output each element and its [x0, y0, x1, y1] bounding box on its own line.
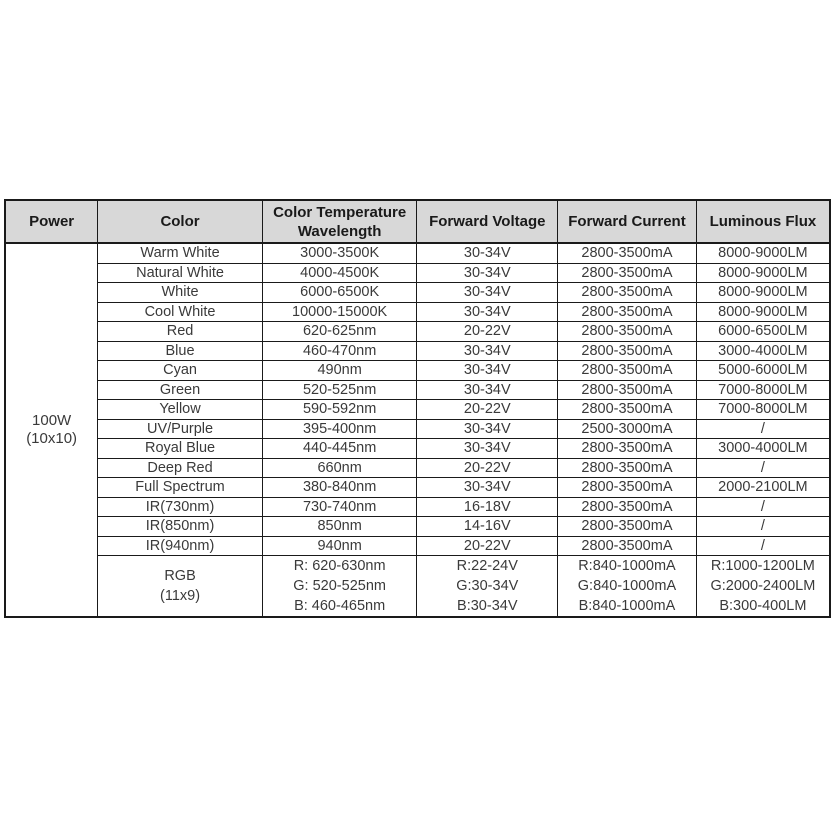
cell-line: 30-34V	[463, 440, 511, 456]
table-row	[5, 419, 830, 439]
wavelength-cell	[262, 243, 417, 263]
current-cell	[558, 400, 697, 420]
wavelength-cell	[262, 497, 417, 517]
wavelength-cell	[262, 400, 417, 420]
flux-cell	[696, 517, 830, 537]
cell-line: IR(940nm)	[145, 537, 215, 554]
flux-cell	[696, 497, 830, 517]
cell-line: 660nm	[317, 459, 362, 476]
color-cell	[98, 341, 263, 361]
voltage-cell	[417, 517, 558, 537]
table-row	[5, 341, 830, 361]
wavelength-cell	[262, 536, 417, 556]
cell-line: 2500-3000mA	[581, 420, 673, 437]
flux-cell	[696, 536, 830, 556]
flux-cell	[696, 322, 830, 342]
cell-line: 5000-6000LM	[718, 362, 808, 378]
header-cell-voltage	[417, 200, 558, 243]
cell-line: R: 620-630nm	[293, 558, 386, 574]
cell-line: Full Spectrum	[135, 479, 225, 495]
cell-line: 20-22V	[463, 459, 511, 476]
cell-line: 590-592nm	[302, 401, 377, 417]
cell-line: 380-840nm	[302, 479, 377, 495]
color-cell	[98, 458, 263, 478]
table-row	[5, 361, 830, 381]
cell-line: 20-22V	[463, 323, 511, 339]
cell-line: 3000-4000LM	[718, 342, 808, 359]
cell-line: Natural White	[136, 264, 224, 281]
header-cell-flux	[696, 200, 830, 243]
cell-line: 2800-3500mA	[581, 401, 673, 417]
cell-line: White	[161, 284, 199, 300]
color-cell	[98, 380, 263, 400]
cell-line: R:1000-1200LM	[710, 558, 815, 574]
cell-line: 2800-3500mA	[581, 459, 673, 476]
voltage-cell	[417, 556, 558, 618]
cell-line: 6000-6500K	[300, 284, 380, 300]
color-cell	[98, 322, 263, 342]
wavelength-cell	[262, 517, 417, 537]
cell-line: Color Temperature	[273, 203, 407, 221]
voltage-cell	[417, 439, 558, 459]
color-cell	[98, 263, 263, 283]
table-row	[5, 263, 830, 283]
cell-line: 2800-3500mA	[581, 381, 673, 398]
table-row	[5, 536, 830, 556]
table-row	[5, 458, 830, 478]
cell-line: G:30-34V	[456, 578, 519, 594]
cell-line: 2800-3500mA	[581, 284, 673, 300]
current-cell	[558, 263, 697, 283]
cell-line: 2800-3500mA	[581, 537, 673, 554]
voltage-cell	[417, 536, 558, 556]
color-cell	[98, 536, 263, 556]
cell-line: 30-34V	[463, 264, 511, 281]
cell-line: 2800-3500mA	[581, 303, 673, 320]
current-cell	[558, 517, 697, 537]
table-row	[5, 243, 830, 263]
cell-line: 20-22V	[463, 537, 511, 554]
wavelength-cell	[262, 322, 417, 342]
table-row	[5, 380, 830, 400]
cell-line: IR(730nm)	[145, 498, 215, 515]
current-cell	[558, 302, 697, 322]
cell-line: 730-740nm	[302, 498, 377, 515]
cell-line: 2000-2100LM	[718, 479, 808, 495]
cell-line: /	[760, 459, 765, 476]
spec-table-body	[5, 243, 830, 617]
cell-line: 8000-9000LM	[718, 303, 808, 320]
cell-line: Yellow	[159, 401, 201, 417]
voltage-cell	[417, 380, 558, 400]
cell-line: B:300-400LM	[719, 598, 807, 614]
cell-line: 3000-3500K	[300, 245, 380, 261]
voltage-cell	[417, 458, 558, 478]
voltage-cell	[417, 361, 558, 381]
wavelength-cell	[262, 380, 417, 400]
flux-cell	[696, 380, 830, 400]
cell-line: Color	[160, 213, 200, 230]
cell-line: 30-34V	[463, 284, 511, 300]
table-row	[5, 439, 830, 459]
cell-line: G:840-1000mA	[577, 578, 677, 594]
voltage-cell	[417, 478, 558, 498]
flux-cell	[696, 419, 830, 439]
wavelength-cell	[262, 263, 417, 283]
cell-line: Luminous Flux	[709, 213, 817, 230]
cell-line: RGB	[164, 568, 196, 584]
cell-line: 6000-6500LM	[718, 323, 808, 339]
voltage-cell	[417, 497, 558, 517]
table-row	[5, 478, 830, 498]
cell-line: 2800-3500mA	[581, 518, 673, 534]
voltage-cell	[417, 263, 558, 283]
flux-cell	[696, 439, 830, 459]
cell-line: 30-34V	[463, 420, 511, 437]
table-row	[5, 517, 830, 537]
flux-cell	[696, 556, 830, 618]
cell-line: 940nm	[317, 537, 362, 554]
cell-line: /	[760, 498, 765, 515]
table-row	[5, 556, 830, 618]
header-cell-wavelength	[262, 200, 417, 243]
cell-line: Deep Red	[147, 459, 213, 476]
cell-line: 2800-3500mA	[581, 342, 673, 359]
cell-line: 2800-3500mA	[581, 323, 673, 339]
cell-line: 14-16V	[463, 518, 511, 534]
voltage-cell	[417, 243, 558, 263]
header-row	[5, 200, 830, 243]
current-cell	[558, 419, 697, 439]
cell-line: 7000-8000LM	[718, 401, 808, 417]
cell-line: Blue	[165, 342, 195, 359]
wavelength-cell	[262, 283, 417, 303]
cell-line: B:840-1000mA	[578, 598, 676, 614]
flux-cell	[696, 458, 830, 478]
wavelength-cell	[262, 458, 417, 478]
cell-line: 2800-3500mA	[581, 440, 673, 456]
wavelength-cell	[262, 439, 417, 459]
wavelength-cell	[262, 341, 417, 361]
flux-cell	[696, 263, 830, 283]
flux-cell	[696, 341, 830, 361]
cell-line: B: 460-465nm	[294, 598, 386, 614]
cell-line: Green	[159, 381, 201, 398]
current-cell	[558, 380, 697, 400]
current-cell	[558, 361, 697, 381]
cell-line: 2800-3500mA	[581, 498, 673, 515]
cell-line: 2800-3500mA	[581, 264, 673, 281]
color-cell	[98, 517, 263, 537]
cell-line: 2800-3500mA	[581, 362, 673, 378]
cell-line: Warm White	[140, 245, 220, 261]
cell-line: 30-34V	[463, 381, 511, 398]
header-cell-color	[98, 200, 263, 243]
current-cell	[558, 439, 697, 459]
voltage-cell	[417, 302, 558, 322]
cell-line: G:2000-2400LM	[710, 578, 816, 594]
cell-line: UV/Purple	[146, 420, 214, 437]
color-cell	[98, 400, 263, 420]
cell-line: 8000-9000LM	[718, 264, 808, 281]
cell-line: 460-470nm	[302, 342, 377, 359]
voltage-cell	[417, 283, 558, 303]
cell-line: R:840-1000mA	[578, 558, 676, 574]
current-cell	[558, 243, 697, 263]
wavelength-cell	[262, 556, 417, 618]
cell-line: 30-34V	[463, 479, 511, 495]
flux-cell	[696, 283, 830, 303]
current-cell	[558, 283, 697, 303]
table-row	[5, 283, 830, 303]
cell-line: 440-445nm	[302, 440, 377, 456]
color-cell	[98, 556, 263, 618]
cell-line: /	[760, 518, 765, 534]
power-cell	[5, 243, 98, 617]
flux-cell	[696, 361, 830, 381]
spec-table	[4, 199, 831, 618]
header-cell-current	[558, 200, 697, 243]
table-row	[5, 497, 830, 517]
cell-line: IR(850nm)	[145, 518, 215, 534]
color-cell	[98, 302, 263, 322]
cell-line: 10000-15000K	[292, 303, 388, 320]
cell-line: 850nm	[317, 518, 362, 534]
current-cell	[558, 458, 697, 478]
color-cell	[98, 361, 263, 381]
cell-line: 16-18V	[463, 498, 511, 515]
cell-line: (11x9)	[160, 588, 201, 604]
cell-line: 30-34V	[463, 245, 511, 261]
color-cell	[98, 283, 263, 303]
flux-cell	[696, 302, 830, 322]
wavelength-cell	[262, 419, 417, 439]
current-cell	[558, 322, 697, 342]
current-cell	[558, 341, 697, 361]
cell-line: (10x10)	[26, 430, 78, 447]
cell-line: G: 520-525nm	[293, 578, 386, 594]
cell-line: Forward Voltage	[429, 213, 546, 230]
table-row	[5, 322, 830, 342]
cell-line: 100W	[32, 411, 72, 429]
cell-line: 395-400nm	[302, 420, 377, 437]
cell-line: 20-22V	[463, 401, 511, 417]
cell-line: 3000-4000LM	[718, 440, 808, 456]
color-cell	[98, 243, 263, 263]
color-cell	[98, 419, 263, 439]
cell-line: Wavelength	[297, 222, 382, 240]
cell-line: Power	[29, 213, 75, 230]
current-cell	[558, 556, 697, 618]
cell-line: Cool White	[144, 303, 216, 320]
cell-line: Forward Current	[568, 213, 686, 230]
color-cell	[98, 497, 263, 517]
wavelength-cell	[262, 478, 417, 498]
cell-line: 8000-9000LM	[718, 245, 808, 261]
current-cell	[558, 536, 697, 556]
cell-line: 520-525nm	[302, 381, 377, 398]
cell-line: 7000-8000LM	[718, 381, 808, 398]
cell-line: 8000-9000LM	[718, 284, 808, 300]
wavelength-cell	[262, 302, 417, 322]
cell-line: 4000-4500K	[300, 264, 380, 281]
flux-cell	[696, 243, 830, 263]
table-row	[5, 302, 830, 322]
voltage-cell	[417, 341, 558, 361]
wavelength-cell	[262, 361, 417, 381]
current-cell	[558, 497, 697, 517]
voltage-cell	[417, 419, 558, 439]
cell-line: Royal Blue	[144, 440, 216, 456]
cell-line: 620-625nm	[302, 323, 377, 339]
voltage-cell	[417, 400, 558, 420]
cell-line: 2800-3500mA	[581, 479, 673, 495]
cell-line: /	[760, 537, 765, 554]
cell-line: 2800-3500mA	[581, 245, 673, 261]
cell-line: Cyan	[163, 362, 197, 378]
voltage-cell	[417, 322, 558, 342]
color-cell	[98, 478, 263, 498]
cell-line: Red	[166, 323, 194, 339]
cell-line: 30-34V	[463, 362, 511, 378]
header-cell-power	[5, 200, 98, 243]
cell-line: 490nm	[317, 362, 362, 378]
table-row	[5, 400, 830, 420]
cell-line: /	[760, 420, 765, 437]
cell-line: B:30-34V	[457, 598, 518, 614]
cell-line: R:22-24V	[456, 558, 518, 574]
current-cell	[558, 478, 697, 498]
color-cell	[98, 439, 263, 459]
flux-cell	[696, 478, 830, 498]
cell-line: 30-34V	[463, 342, 511, 359]
cell-line: 30-34V	[463, 303, 511, 320]
flux-cell	[696, 400, 830, 420]
